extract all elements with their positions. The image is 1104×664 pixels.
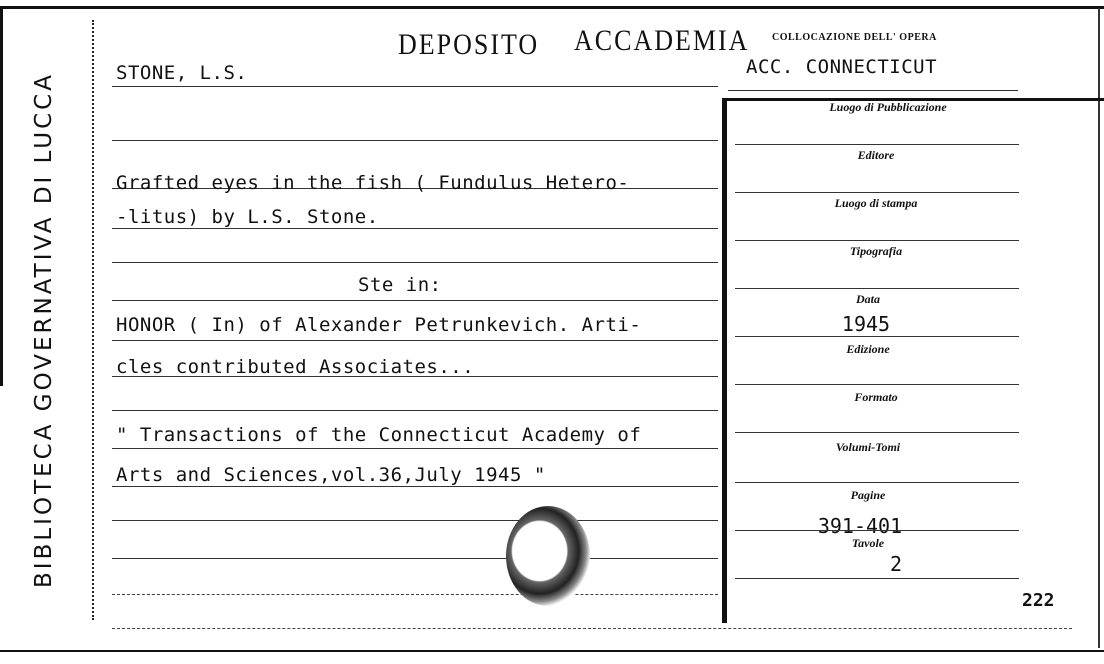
field-tipografia: Tipografia [849,244,903,258]
field-rule [735,432,1019,433]
field-rule [735,240,1019,241]
field-pagine: Pagine [850,488,886,502]
field-luogo-pubblicazione: Luogo di Pubblicazione [829,100,947,114]
title-line-1: Grafted eyes in the fish ( Fundulus Hetero- [116,172,630,194]
card-border-top [0,6,1104,9]
field-data-value: 1945 [841,312,891,336]
collocazione-value: ACC. CONNECTICUT [746,56,938,78]
rule-line [112,558,718,559]
ink-blot [506,506,590,606]
transactions-line-1: " Transactions of the Connecticut Academy of [116,424,642,446]
ste-in: Ste in: [358,274,442,296]
field-rule [735,578,1019,579]
rule-line [112,594,718,595]
field-pagine-value: 391-401 [817,514,903,538]
rule-line [112,520,718,521]
dotted-separator [92,20,94,620]
field-tavole-value: 2 [889,552,903,576]
card-border-left [0,6,3,386]
rule-line [112,228,718,229]
rule-line [112,262,718,263]
field-rule [735,144,1019,145]
honor-line-2: cles contributed Associates... [116,356,475,378]
collocazione-header: COLLOCAZIONE DELL' OPERA [772,32,937,43]
card-border-bottom [0,650,1104,652]
stamp-deposito: DEPOSITO [398,27,540,62]
field-editore: Editore [857,148,895,162]
corner-number: 222 [1022,590,1055,611]
author: STONE, L.S. [116,62,248,84]
field-rule [735,384,1019,385]
field-volumi-tomi: Volumi-Tomi [835,440,901,454]
title-line-2: -litus) by L.S. Stone. [116,206,379,228]
honor-line-1: HONOR ( In) of Alexander Petrunkevich. Arti- [116,314,642,336]
rule-line [112,86,718,87]
library-name: BIBLIOTECA GOVERNATIVA DI LUCCA [31,72,57,588]
transactions-line-2: Arts and Sciences,vol.36,July 1945 " [116,464,546,486]
rule-line [112,628,1072,629]
bibliographic-fields-box [722,98,1104,623]
rule-line [112,300,718,301]
rule-line [112,448,718,449]
rule-line [112,410,718,411]
field-rule [735,288,1019,289]
field-edizione: Edizione [846,342,890,356]
field-rule [728,90,1018,91]
stamp-accademia: ACCADEMIA [574,23,750,58]
field-tavole: Tavole [851,536,885,550]
field-rule [735,336,1019,337]
field-data: Data [856,292,880,306]
field-formato: Formato [854,390,898,404]
rule-line [112,140,718,141]
rule-line [112,486,718,487]
rule-line [112,340,718,341]
field-rule [735,192,1019,193]
field-rule [735,482,1019,483]
field-luogo-stampa: Luogo di stampa [834,196,918,210]
field-rule [735,530,1019,531]
